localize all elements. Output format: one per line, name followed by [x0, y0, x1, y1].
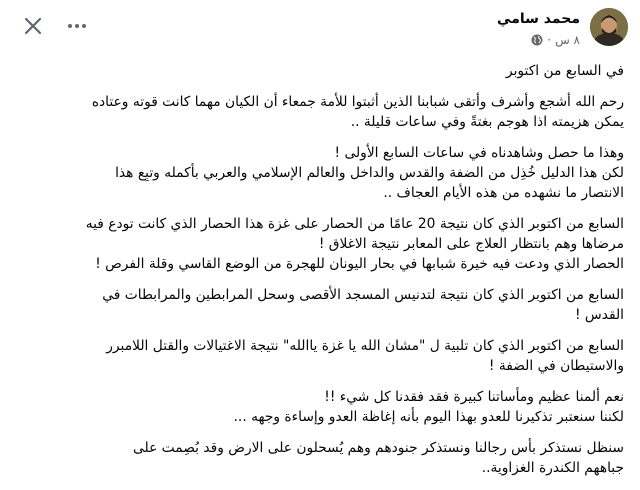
post-paragraph: نعم ألمنا عظيم ومأساتنا كبيرة فقد فقدنا كل شيء !! لكننا سنعتبر تذكيرنا للعدو بهذا اليوم بأنه إغاظة العدو وإساءة وجهه ... — [233, 389, 624, 425]
dot-icon — [75, 24, 79, 28]
close-button[interactable] — [20, 13, 46, 39]
meta-separator: · — [547, 33, 552, 47]
post-time[interactable]: ٨ س — [555, 33, 580, 47]
post-body — [16, 61, 624, 489]
dot-icon — [82, 24, 86, 28]
post-header — [0, 0, 640, 58]
post-paragraph: السابع من اكتوبر الذي كان نتيجة 20 عامًا من الحصار على غزة هذا الحصار الذي كانت تودع فيه مرضاها وهم بانتظار العلاج على المعابر نتيجة الاغلاق ! الحصار الذي ودعت فيه خيرة شبابها في بحار اليونان للهجرة من الوضع القاسي وقلة الفرص ! — [85, 216, 624, 272]
dot-icon — [68, 24, 72, 28]
close-icon — [24, 17, 42, 35]
post-paragraph: السابع من اكتوبر الذي كان تلبية ل "مشان الله يا غزة ياالله" نتيجة الاغتيالات والقتل اللامبرر والاستيطان في الضفة ! — [106, 338, 624, 374]
post-paragraph: في السابع من اكتوبر — [505, 63, 624, 79]
more-options-button[interactable] — [64, 13, 90, 39]
post-paragraph: رحم الله أشجع وأشرف وأتقى شبابنا الذين أثبتوا للأمة جمعاء أن الكيان مهما كانت قوته وعتاده يمكن هزيمته اذا هوجم بغتةً وفي ساعات قليلة .. — [91, 94, 624, 130]
post-paragraph: وهذا ما حصل وشاهدناه في ساعات السابع الأولى ! لكن هذا الدليل خُذِل من الضفة والقدس والداخل والعالم الإسلامي والعربي بأكمله وتبِع هذا الانتصار ما نشهده من هذه الأيام العجاف .. — [115, 145, 624, 201]
post-meta — [531, 33, 580, 47]
author-name[interactable]: محمد سامي — [497, 11, 580, 27]
avatar[interactable] — [590, 8, 628, 46]
post-paragraph: السابع من اكتوبر الذي كان نتيجة لتدنيس المسجد الأقصى وسحل المرابطين والمرابطات في القدس ! — [102, 287, 624, 323]
globe-icon — [531, 34, 543, 46]
post-paragraph: سنظل نستذكر بأس رجالنا ونستذكر جنودهم وهم يُسحلون على الارض وقد بُصِمت على جباههم الكندرة الغزاوية.. — [133, 440, 624, 476]
